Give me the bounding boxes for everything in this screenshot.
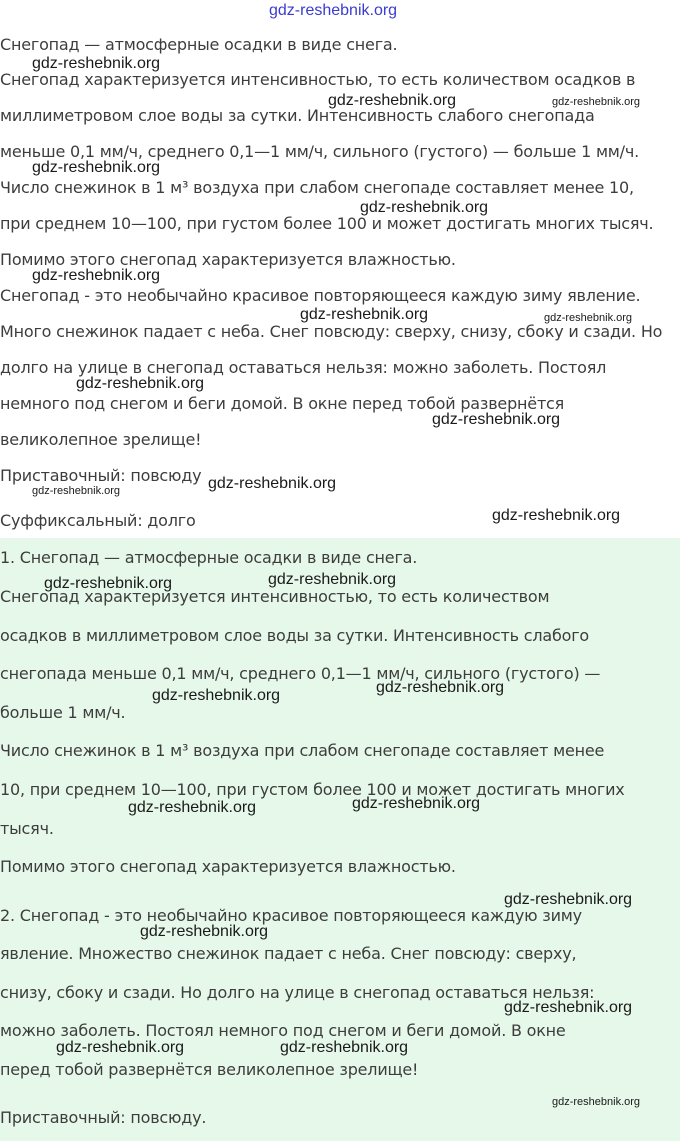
- answer-line: Приставочный: повсюду.: [0, 1108, 207, 1127]
- watermark: gdz-reshebnik.org: [44, 575, 173, 592]
- watermark: gdz-reshebnik.org: [376, 679, 505, 696]
- watermark: gdz-reshebnik.org: [280, 1039, 409, 1056]
- text-line: Много снежинок падает с неба. Снег повсюду: сверху, снизу, сбоку и сзади. Но: [0, 322, 663, 341]
- text-line: великолепное зрелище!: [0, 430, 202, 449]
- watermark: gdz-reshebnik.org: [32, 267, 161, 284]
- text-line: миллиметровом слое воды за сутки. Интенсивность слабого снегопада: [0, 106, 595, 125]
- watermark: gdz-reshebnik.org: [352, 795, 481, 812]
- text-line: меньше 0,1 мм/ч, среднего 0,1—1 мм/ч, сильного (густого) — больше 1 мм/ч.: [0, 142, 640, 161]
- watermark: gdz-reshebnik.org: [504, 891, 633, 908]
- watermark: gdz-reshebnik.org: [152, 687, 281, 704]
- answer-line: Снегопад характеризуется интенсивностью, то есть количеством: [0, 587, 550, 606]
- answer-line: 1. Снегопад — атмосферные осадки в виде снега.: [0, 548, 418, 567]
- answer-line: осадков в миллиметровом слое воды за сутки. Интенсивность слабого: [0, 626, 590, 645]
- answer-line: больше 1 мм/ч.: [0, 703, 126, 722]
- text-line: при среднем 10—100, при густом более 100 и может достигать многих тысяч.: [0, 214, 654, 233]
- text-line: Суффиксальный: долго: [0, 511, 196, 530]
- watermark: gdz-reshebnik.org: [504, 999, 633, 1016]
- text-line: Число снежинок в 1 м³ воздуха при слабом снегопаде составляет менее 10,: [0, 178, 634, 197]
- watermark: gdz-reshebnik.org: [360, 199, 489, 216]
- watermark: gdz-reshebnik.org: [544, 312, 633, 324]
- watermark: gdz-reshebnik.org: [76, 375, 205, 392]
- text-line: Снегопад - это необычайно красивое повторяющееся каждую зиму явление.: [0, 286, 641, 305]
- watermark: gdz-reshebnik.org: [56, 1039, 185, 1056]
- watermark: gdz-reshebnik.org: [32, 55, 161, 72]
- watermark: gdz-reshebnik.org: [552, 1096, 641, 1108]
- watermark: gdz-reshebnik.org: [432, 411, 561, 428]
- watermark: gdz-reshebnik.org: [300, 306, 429, 323]
- answer-line: Помимо этого снегопад характеризуется влажностью.: [0, 857, 456, 876]
- answer-line: снизу, сбоку и сзади. Но долго на улице в снегопад оставаться нельзя:: [0, 983, 595, 1002]
- answer-line: перед тобой развернётся великолепное зрелище!: [0, 1060, 419, 1079]
- site-header-link[interactable]: gdz-reshebnik.org: [269, 2, 398, 19]
- watermark: gdz-reshebnik.org: [268, 571, 397, 588]
- answer-line: 10, при среднем 10—100, при густом более 100 и может достигать многих: [0, 780, 625, 799]
- watermark: gdz-reshebnik.org: [128, 799, 257, 816]
- watermark: gdz-reshebnik.org: [32, 159, 161, 176]
- watermark: gdz-reshebnik.org: [552, 96, 641, 108]
- answer-line: 2. Снегопад - это необычайно красивое повторяющееся каждую зиму: [0, 906, 582, 925]
- text-line: Снегопад — атмосферные осадки в виде снега.: [0, 35, 398, 54]
- answer-line: снегопада меньше 0,1 мм/ч, среднего 0,1—1 мм/ч, сильного (густого) —: [0, 664, 601, 683]
- text-line: немного под снегом и беги домой. В окне перед тобой развернётся: [0, 394, 565, 413]
- answer-line: можно заболеть. Постоял немного под снегом и беги домой. В окне: [0, 1021, 566, 1040]
- watermark: gdz-reshebnik.org: [32, 485, 121, 497]
- answer-line: тысяч.: [0, 819, 54, 838]
- answer-line: явление. Множество снежинок падает с неба. Снег повсюду: сверху,: [0, 944, 577, 963]
- watermark: gdz-reshebnik.org: [492, 507, 621, 524]
- text-line: долго на улице в снегопад оставаться нельзя: можно заболеть. Постоял: [0, 358, 607, 377]
- answer-line: Число снежинок в 1 м³ воздуха при слабом снегопаде составляет менее: [0, 741, 605, 760]
- text-line: Помимо этого снегопад характеризуется влажностью.: [0, 250, 456, 269]
- watermark: gdz-reshebnik.org: [328, 92, 457, 109]
- text-line: Приставочный: повсюду: [0, 466, 202, 485]
- watermark: gdz-reshebnik.org: [208, 475, 337, 492]
- text-line: Снегопад характеризуется интенсивностью, то есть количеством осадков в: [0, 70, 636, 89]
- watermark: gdz-reshebnik.org: [140, 923, 269, 940]
